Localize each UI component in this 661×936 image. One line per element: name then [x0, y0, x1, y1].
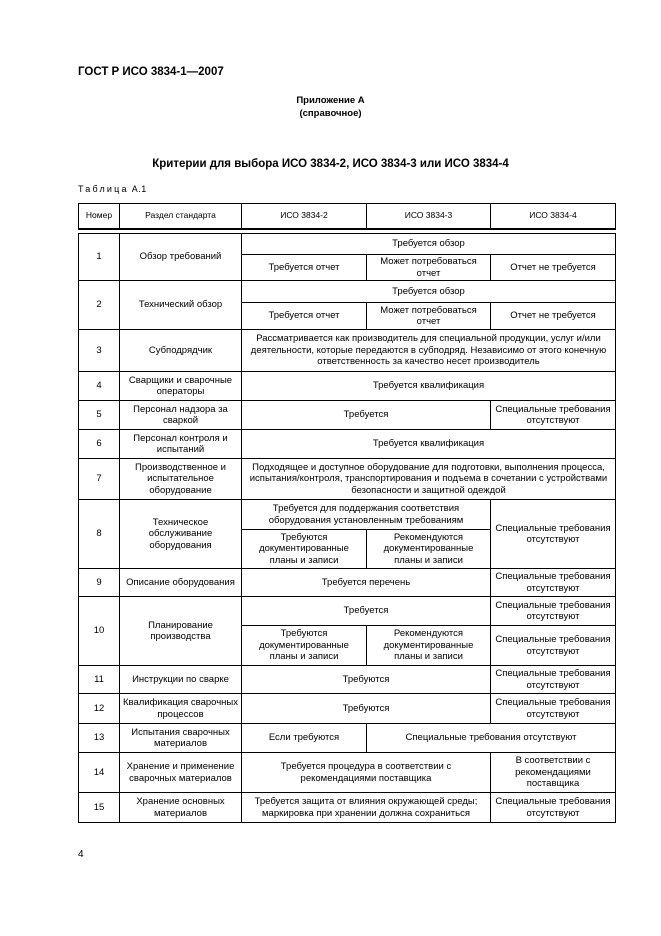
- cell-iso-2-3: Требуется защита от влияния окружающей среды; маркировка при хранении должна сохраниться: [242, 793, 491, 823]
- cell-iso-2-3: Требуется для поддержания соответствия оборудования установленным требованиям: [242, 500, 491, 530]
- row-section: Технический обзор: [120, 281, 242, 330]
- row-section: Техническое обслуживание оборудования: [120, 500, 242, 569]
- row-number: 7: [79, 459, 120, 500]
- row-section: Хранение и применение сварочных материалов: [120, 753, 242, 793]
- cell-iso-4: В соответствии с рекомендациями поставщика: [491, 753, 616, 793]
- row-section: Обзор требований: [120, 234, 242, 281]
- row-section: Планирование производства: [120, 597, 242, 666]
- column-header: ИСО 3834-4: [491, 204, 616, 230]
- table-header-row: [79, 204, 616, 230]
- column-header: ИСО 3834-3: [367, 204, 491, 230]
- table-row: [79, 459, 616, 500]
- cell-iso-2: Требуется отчет: [242, 303, 367, 330]
- table-row: [79, 330, 616, 372]
- cell-iso-4: Специальные требования отсутствуют: [491, 500, 616, 569]
- table-row: [79, 694, 616, 724]
- cell-span-all: Требуется обзор: [242, 281, 616, 303]
- row-number: 9: [79, 569, 120, 597]
- cell-iso-3-4: Специальные требования отсутствуют: [367, 724, 616, 753]
- cell-iso-4: Специальные требования отсутствуют: [491, 597, 616, 626]
- appendix-subtitle: (справочное): [299, 108, 362, 119]
- cell-iso-4: Отчет не требуется: [491, 303, 616, 330]
- row-number: 13: [79, 724, 120, 753]
- table-label-word: Таблица: [78, 184, 129, 194]
- cell-iso-4: Специальные требования отсутствуют: [491, 401, 616, 430]
- row-number: 12: [79, 694, 120, 724]
- cell-iso-2-3: Требуется: [242, 597, 491, 626]
- cell-iso-4: Специальные требования отсутствуют: [491, 569, 616, 597]
- cell-iso-2-3: Требуется процедура в соответствии с рекомендациями поставщика: [242, 753, 491, 793]
- cell-span-all: Требуется квалификация: [242, 372, 616, 401]
- row-number: 8: [79, 500, 120, 569]
- row-number: 6: [79, 430, 120, 459]
- row-number: 4: [79, 372, 120, 401]
- cell-iso-4: Специальные требования отсутствуют: [491, 666, 616, 694]
- cell-iso-3: Может потребоваться отчет: [367, 303, 491, 330]
- row-section: Персонал надзора за сваркой: [120, 401, 242, 430]
- table-row: [79, 569, 616, 597]
- cell-iso-4: Отчет не требуется: [491, 255, 616, 281]
- column-header: ИСО 3834-2: [242, 204, 367, 230]
- cell-iso-4: Специальные требования отсутствуют: [491, 626, 616, 666]
- cell-iso-2-3: Требуются: [242, 694, 491, 724]
- page-number: 4: [78, 849, 84, 860]
- cell-iso-3: Рекомендуются документированные планы и записи: [367, 530, 491, 569]
- cell-iso-2: Требуется отчет: [242, 255, 367, 281]
- row-number: 14: [79, 753, 120, 793]
- cell-iso-4: Специальные требования отсутствуют: [491, 793, 616, 823]
- table-row: [79, 753, 616, 793]
- standard-code: ГОСТ Р ИСО 3834-1—2007: [78, 66, 224, 78]
- table-label-number: А.1: [131, 184, 147, 194]
- table-row: [79, 430, 616, 459]
- table-row: [79, 281, 616, 303]
- row-section: Производственное и испытательное оборудование: [120, 459, 242, 500]
- cell-iso-4: Специальные требования отсутствуют: [491, 694, 616, 724]
- cell-span-all: Требуется квалификация: [242, 430, 616, 459]
- cell-iso-2-3: Требуется перечень: [242, 569, 491, 597]
- row-section: Испытания сварочных материалов: [120, 724, 242, 753]
- cell-span-all: Рассматривается как производитель для специальной продукции, услуг и/или деятельности, которые передаются в субподряд. Независимо от этого конечную ответственность за качество несет производитель: [242, 330, 616, 372]
- cell-iso-2: Требуются документированные планы и записи: [242, 626, 367, 666]
- page-title: Критерии для выбора ИСО 3834-2, ИСО 3834-3 или ИСО 3834-4: [152, 158, 509, 170]
- column-header: Номер: [79, 204, 120, 230]
- table-row: [79, 597, 616, 626]
- row-section: Сварщики и сварочные операторы: [120, 372, 242, 401]
- row-number: 5: [79, 401, 120, 430]
- row-number: 3: [79, 330, 120, 372]
- cell-iso-2: Требуются документированные планы и записи: [242, 530, 367, 569]
- row-number: 15: [79, 793, 120, 823]
- row-number: 11: [79, 666, 120, 694]
- table-row: [79, 666, 616, 694]
- cell-span-all: Требуется обзор: [242, 234, 616, 255]
- table-row: [79, 372, 616, 401]
- table-row: [79, 500, 616, 530]
- row-section: Квалификация сварочных процессов: [120, 694, 242, 724]
- appendix-heading: [0, 94, 661, 120]
- row-number: 2: [79, 281, 120, 330]
- row-section: Субподрядчик: [120, 330, 242, 372]
- row-section: Персонал контроля и испытаний: [120, 430, 242, 459]
- row-section: Описание оборудования: [120, 569, 242, 597]
- appendix-title: Приложение А: [296, 95, 365, 106]
- cell-iso-2-3: Требуется: [242, 401, 491, 430]
- table-row: [79, 234, 616, 255]
- row-number: 1: [79, 234, 120, 281]
- row-number: 10: [79, 597, 120, 666]
- cell-iso-3: Может потребоваться отчет: [367, 255, 491, 281]
- cell-iso-3: Рекомендуются документированные планы и записи: [367, 626, 491, 666]
- criteria-table: [78, 203, 616, 823]
- cell-span-all: Подходящее и доступное оборудование для подготовки, выполнения процесса, испытания/контроля, транспортирования и подъема в сочетании с устройствами безопасности и защитной одеждой: [242, 459, 616, 500]
- cell-iso-2-3: Требуются: [242, 666, 491, 694]
- column-header: Раздел стандарта: [120, 204, 242, 230]
- row-section: Инструкции по сварке: [120, 666, 242, 694]
- table-row: [79, 724, 616, 753]
- table-row: [79, 793, 616, 823]
- table-label: [78, 184, 147, 194]
- row-section: Хранение основных материалов: [120, 793, 242, 823]
- table-row: [79, 401, 616, 430]
- cell-iso-2: Если требуются: [242, 724, 367, 753]
